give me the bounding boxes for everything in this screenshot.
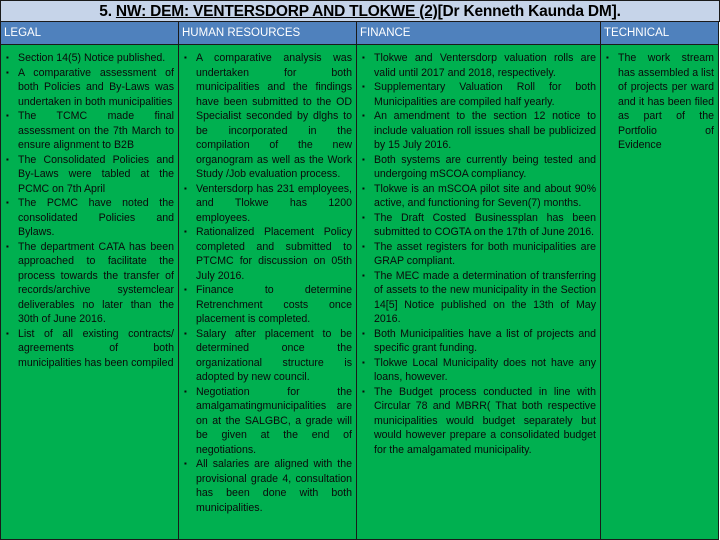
finance-cell [357, 45, 601, 540]
list-item: ▪ The Draft Costed Businessplan has been submitted to COGTA on the 17th of June 2016. [374, 211, 596, 240]
list-item: ▪ All salaries are aligned with the provisional grade 4, consultation has been done with both municipalities. [196, 457, 352, 515]
list-item: ▪ Salary after placement to be determined once the organizational structure is adopted by new council. [196, 327, 352, 385]
list-item: ▪ List of all existing contracts/ agreements of both municipalities has been compiled [18, 327, 174, 371]
column-header-finance: FINANCE [357, 22, 601, 45]
list-item: ▪ Negotiation for the amalgamatingmunicipalities are on at the SALGBC, a grade will be given at the end of negotiations. [196, 385, 352, 458]
title-number: 5. [99, 3, 112, 20]
page-title [0, 0, 720, 22]
header-row [1, 22, 719, 45]
list-item: ▪ The work stream has assembled a list of projects per ward and it has been filed as part of the Portfolio of Evidence [618, 51, 714, 153]
list-item: ▪ Rationalized Placement Policy completed and submitted to PTCMC for discussion on 05th July 2016. [196, 225, 352, 283]
list-item: ▪ Both systems are currently being tested and undergoing mSCOA compliancy. [374, 153, 596, 182]
list-item: ▪ Both Municipalities have a list of projects and specific grant funding. [374, 327, 596, 356]
list-item: ▪ The Budget process conducted in line with Circular 78 and MBRR( That both respective municipalities would budget separately but would however prepare a consolidated budget for the amalgamated municipality. [374, 385, 596, 458]
list-item: ▪ Tlokwe Local Municipality does not have any loans, however. [374, 356, 596, 385]
list-item: ▪ The PCMC have noted the consolidated Policies and Bylaws. [18, 196, 174, 240]
technical-cell [601, 45, 719, 540]
title-main: NW: DEM: VENTERSDORP AND TLOKWE (2) [115, 3, 438, 20]
list-item: ▪ A comparative assessment of both Policies and By-Laws was undertaken in both municipalities [18, 66, 174, 110]
list-item: ▪ The department CATA has been approached to facilitate the process towards the transfer of records/archive systemclear deliverables no later than the 30th of June 2016. [18, 240, 174, 327]
list-item: ▪ Tlokwe is an mSCOA pilot site and about 90% active, and functioning for Seven(7) months. [374, 182, 596, 211]
column-header-legal: LEGAL [1, 22, 179, 45]
workstream-table [0, 21, 719, 540]
body-row [1, 45, 719, 540]
list-item: ▪ The TCMC made final assessment on the 7th March to ensure alignment to B2B [18, 109, 174, 153]
human-resources-list [183, 51, 352, 515]
legal-list [5, 51, 174, 370]
finance-list [361, 51, 596, 457]
list-item: ▪ Tlokwe and Ventersdorp valuation rolls are valid until 2017 and 2018, respectively. [374, 51, 596, 80]
list-item: ▪ An amendment to the section 12 notice to include valuation roll issues shall be publicized by 15 July 2016. [374, 109, 596, 153]
column-header-human-resources: HUMAN RESOURCES [179, 22, 357, 45]
list-item: ▪ The MEC made a determination of transferring of assets to the new municipality in the Section 14[5] Notice published on the 13th of May 2016. [374, 269, 596, 327]
list-item: ▪ Finance to determine Retrenchment costs once placement is completed. [196, 283, 352, 327]
column-header-technical: TECHNICAL [601, 22, 719, 45]
list-item: ▪ The Consolidated Policies and By-Laws were tabled at the PCMC on 7th April [18, 153, 174, 197]
list-item: ▪ Supplementary Valuation Roll for both Municipalities are compiled half yearly. [374, 80, 596, 109]
list-item: ▪ A comparative analysis was undertaken for both municipalities and the findings have been submitted to the OD Specialist seconded by dlghs to be incorporated in the compilation of the new organogram as well as the Work Study /Job evaluation process. [196, 51, 352, 182]
human-resources-cell [179, 45, 357, 540]
title-suffix: [Dr Kenneth Kaunda DM]. [437, 3, 621, 20]
list-item: ▪ Ventersdorp has 231 employees, and Tlokwe has 1200 employees. [196, 182, 352, 226]
list-item: ▪ Section 14(5) Notice published. [18, 51, 174, 66]
technical-list [605, 51, 714, 153]
list-item: ▪ The asset registers for both municipalities are GRAP compliant. [374, 240, 596, 269]
legal-cell [1, 45, 179, 540]
